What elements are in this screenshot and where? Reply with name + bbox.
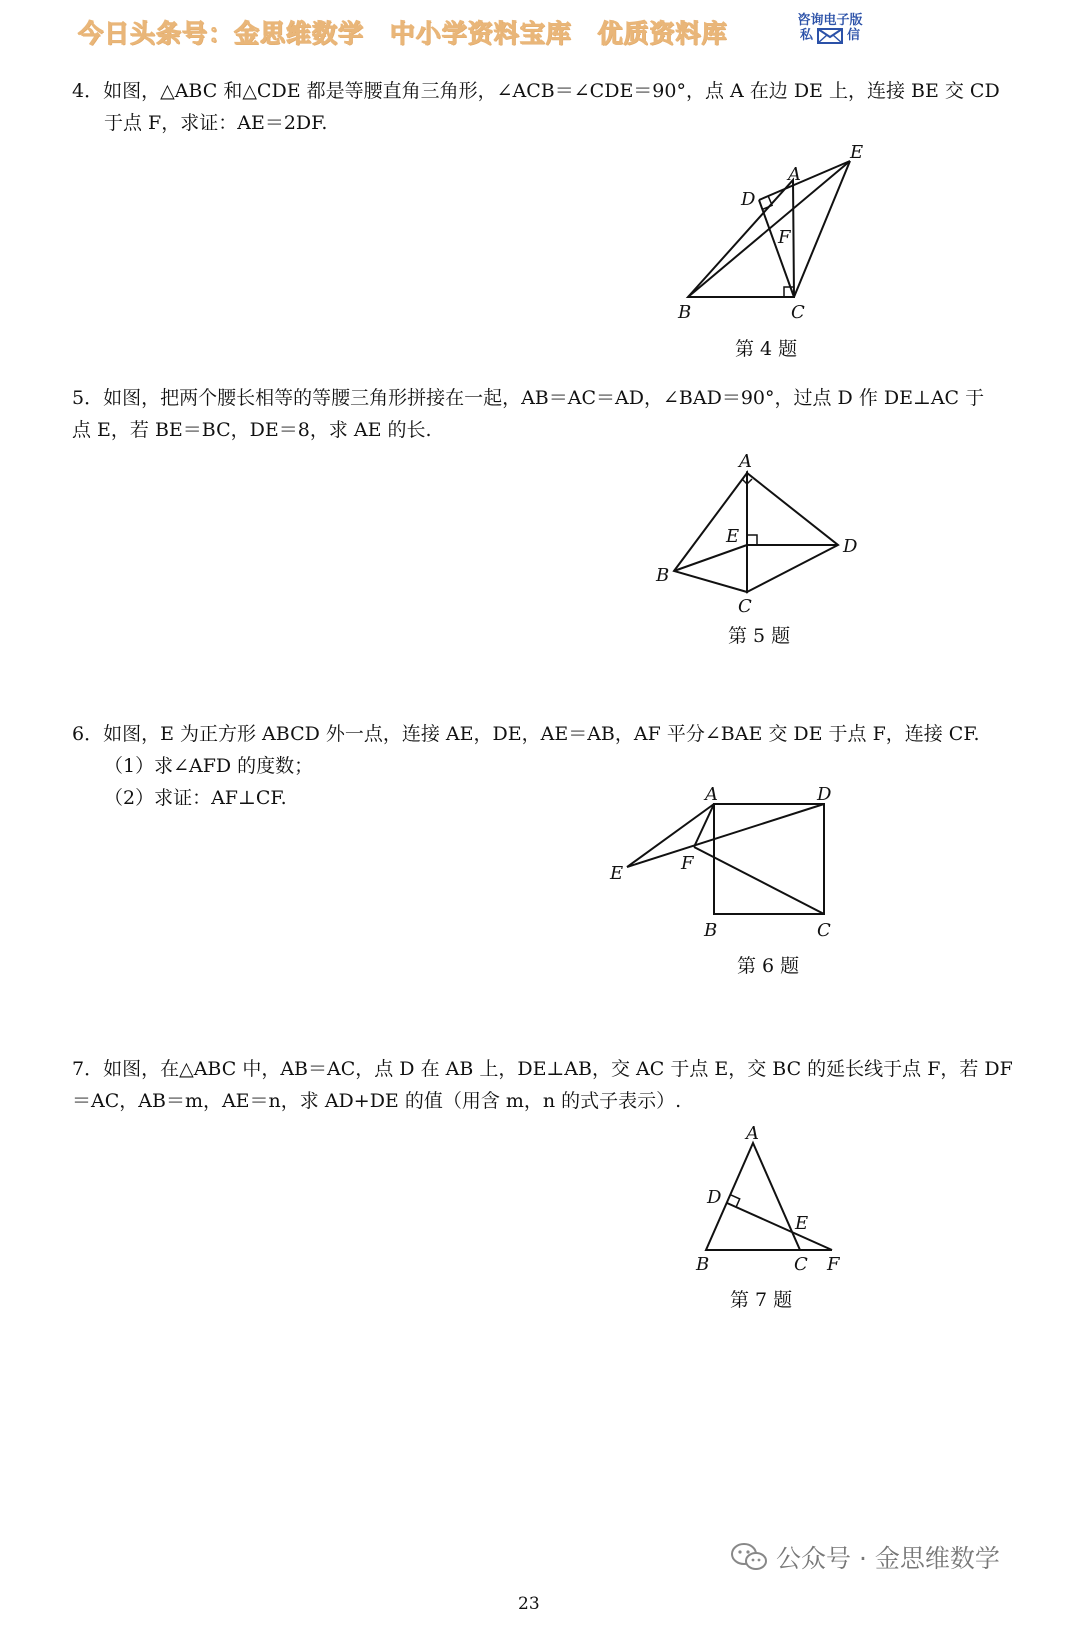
fig6-line-de bbox=[627, 804, 824, 867]
fig7-label-c: C bbox=[794, 1254, 808, 1275]
fig5-label-e: E bbox=[726, 526, 740, 547]
fig5-triangle-acd bbox=[747, 473, 838, 592]
problem-6-line-1: 6．如图，E 为正方形 ABCD 外一点，连接 AE，DE，AE＝AB，AF 平分∠BAE 交 DE 于点 F，连接 CF. bbox=[72, 723, 980, 745]
problem-5 bbox=[72, 382, 984, 446]
figure-5-caption: 第 5 题 bbox=[728, 625, 791, 647]
fig5-right-angle-e bbox=[747, 535, 757, 545]
fig5-line-be bbox=[674, 545, 747, 571]
fig6-label-c: C bbox=[817, 920, 831, 941]
fig7-line-df bbox=[727, 1203, 832, 1250]
fig4-label-a: A bbox=[788, 164, 801, 185]
figure-6-caption: 第 6 题 bbox=[737, 955, 800, 977]
fig6-label-b: B bbox=[704, 920, 718, 941]
fig7-label-d: D bbox=[707, 1187, 722, 1208]
fig4-label-b: B bbox=[678, 302, 692, 323]
contact-badge bbox=[790, 14, 870, 50]
wechat-icon bbox=[730, 1541, 768, 1573]
figure-7 bbox=[680, 1117, 860, 1282]
problem-6-line-2: （1）求∠AFD 的度数； bbox=[104, 755, 314, 777]
figure-6 bbox=[600, 780, 860, 945]
fig4-label-c: C bbox=[791, 302, 805, 323]
fig6-square-abcd bbox=[714, 804, 824, 914]
header-watermark bbox=[78, 14, 778, 50]
problem-7-line-2: ＝AC，AB＝m，AE＝n，求 AD+DE 的值（用含 m，n 的式子表示）. bbox=[72, 1090, 682, 1112]
problem-7 bbox=[72, 1053, 1013, 1117]
contact-left-text: 私 bbox=[799, 27, 813, 43]
figure-4-caption: 第 4 题 bbox=[735, 338, 798, 360]
fig6-label-a: A bbox=[705, 784, 718, 805]
fig4-line-be bbox=[688, 161, 850, 297]
problem-7-line-1: 7．如图，在△ABC 中，AB＝AC，点 D 在 AB 上，DE⊥AB，交 AC 于点 E，交 BC 的延长线于点 F，若 DF bbox=[72, 1058, 1013, 1080]
fig5-label-b: B bbox=[656, 565, 670, 586]
problem-4-line-2: 于点 F，求证：AE＝2DF. bbox=[104, 112, 328, 134]
fig6-label-d: D bbox=[817, 784, 832, 805]
fig7-label-b: B bbox=[696, 1254, 710, 1275]
fig4-label-d: D bbox=[741, 189, 756, 210]
envelope-icon bbox=[817, 28, 843, 44]
fig7-label-f: F bbox=[827, 1254, 840, 1275]
fig6-label-e: E bbox=[610, 863, 624, 884]
wechat-label: 公众号 · 金思维数学 bbox=[776, 1544, 1000, 1573]
fig4-label-e: E bbox=[850, 142, 864, 163]
wechat-account bbox=[730, 1537, 1000, 1577]
problem-6-line-3: （2）求证：AF⊥CF. bbox=[104, 787, 287, 809]
watermark-part-1: 今日头条号：金思维数学 bbox=[78, 19, 365, 48]
fig6-label-f: F bbox=[681, 853, 694, 874]
watermark-part-2: 中小学资料宝库 bbox=[389, 19, 572, 48]
fig6-line-ae bbox=[627, 804, 714, 867]
figure-5 bbox=[640, 445, 880, 620]
problem-4-line-1: 4．如图，△ABC 和△CDE 都是等腰直角三角形，∠ACB＝∠CDE＝90°，点 A 在边 DE 上，连接 BE 交 CD bbox=[72, 80, 1000, 102]
fig5-label-c: C bbox=[738, 596, 752, 617]
contact-right-text: 信 bbox=[847, 27, 861, 43]
figure-7-caption: 第 7 题 bbox=[730, 1289, 793, 1311]
problem-5-line-2: 点 E，若 BE＝BC，DE＝8，求 AE 的长. bbox=[72, 419, 432, 441]
fig4-line-cd bbox=[759, 200, 794, 297]
page-number: 23 bbox=[518, 1594, 540, 1614]
fig5-label-a: A bbox=[739, 451, 752, 472]
fig7-label-e: E bbox=[795, 1213, 809, 1234]
figure-4 bbox=[660, 140, 880, 325]
fig7-label-a: A bbox=[746, 1123, 759, 1144]
contact-top-text: 咨询电子版 bbox=[797, 13, 863, 28]
fig5-label-d: D bbox=[843, 536, 858, 557]
watermark-part-3: 优质资料库 bbox=[597, 19, 728, 48]
problem-4 bbox=[72, 75, 1000, 139]
fig4-label-f: F bbox=[778, 227, 791, 248]
problem-5-line-1: 5．如图，把两个腰长相等的等腰三角形拼接在一起，AB＝AC＝AD，∠BAD＝90°，过点 D 作 DE⊥AC 于 bbox=[72, 387, 985, 409]
